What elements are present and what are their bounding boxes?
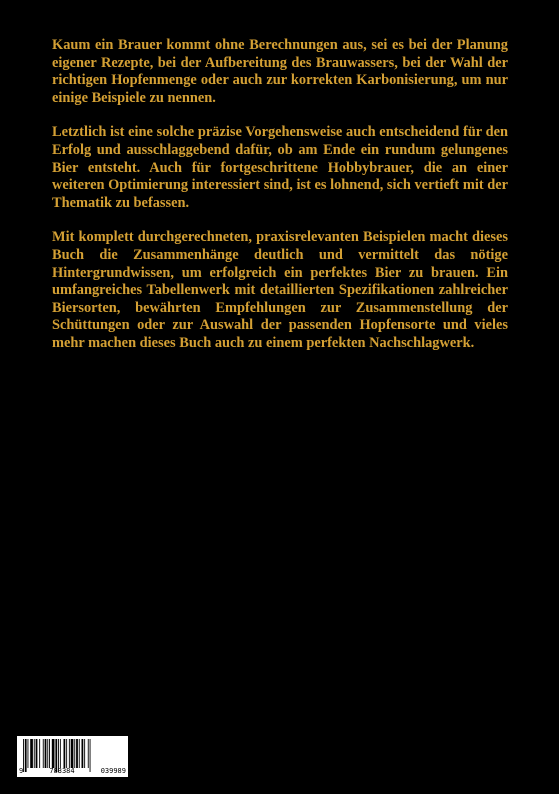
- blurb-paragraph-1: Kaum ein Brauer kommt ohne Berechnungen aus, sei es bei der Planung eigener Rezepte, bei der Aufbereitung des Brauwassers, bei der Wahl der richtigen Hopfenmenge oder auch zur korrekten Karbonisierung, um nur einige Beispiele zu nennen.: [52, 37, 508, 106]
- barcode-lead-digit: 9: [19, 767, 24, 775]
- blurb-paragraph-2: Letztlich ist eine solche präzise Vorgehensweise auch entscheidend für den Erfolg und ausschlaggebend dafür, ob am Ende ein rundum gelungenes Bier entsteht. Auch für fortgeschrittene Hobbybrauer, die an einer weiteren Optimierung interessiert sind, ist es lohnend, sich vertieft mit der Thematik zu befassen.: [52, 124, 508, 211]
- barcode-group-right: 039989: [100, 767, 126, 775]
- blurb-text: [52, 37, 508, 370]
- blurb-paragraph-3: Mit komplett durchgerechneten, praxisrelevanten Beispielen macht dieses Buch die Zusammenhänge deutlich und vermittelt das nötige Hintergrundwissen, um erfolgreich ein perfektes Bier zu brauen. Ein umfangreiches Tabellenwerk mit detaillierten Spezifikationen zahlreicher Biersorten, bewährten Empfehlungen zur Zusammenstellung der Schüttungen oder zur Auswahl der passenden Hopfensorte und vieles mehr machen dieses Buch auch zu einem perfekten Nachschlagwerk.: [52, 229, 508, 351]
- isbn-barcode: [17, 736, 128, 777]
- barcode-group-left: 783384: [49, 767, 75, 775]
- barcode-digits: [19, 767, 126, 775]
